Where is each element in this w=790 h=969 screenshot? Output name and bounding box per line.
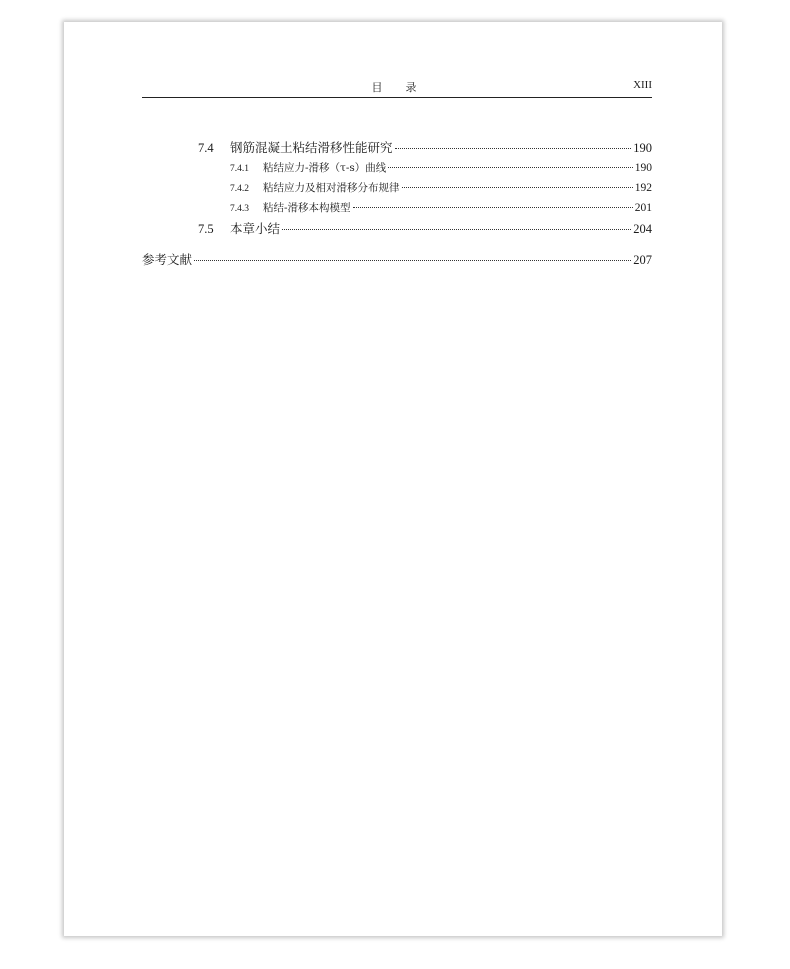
toc-entry-7-5[interactable]	[198, 219, 652, 237]
dot-leader	[388, 167, 632, 168]
toc-entry-title: 本章小结	[230, 221, 281, 236]
document-page	[64, 22, 722, 936]
dot-leader	[194, 260, 631, 261]
toc-entry-title: 粘结-滑移本构模型	[263, 202, 351, 214]
toc-entry-page: 204	[633, 222, 652, 236]
toc-entry-7-4-2[interactable]	[230, 180, 652, 195]
page-number: XIII	[633, 79, 652, 91]
toc-entry-title: 粘结应力及相对滑移分布规律	[263, 182, 400, 194]
toc-entry-number: 7.5	[198, 222, 214, 236]
toc-entry-page: 192	[634, 182, 652, 194]
toc-entry-title: 粘结应力-滑移（τ-s）曲线	[263, 162, 387, 174]
toc-entry-page: 201	[634, 202, 652, 214]
toc-entry-references[interactable]	[142, 250, 652, 268]
dot-leader	[402, 187, 633, 188]
toc-entry-7-4-3[interactable]	[230, 200, 652, 215]
toc-entry-number: 7.4.1	[230, 164, 249, 174]
toc-entry-title: 参考文献	[142, 252, 193, 267]
running-title: 目 录	[371, 81, 423, 94]
toc-entry-page: 190	[634, 162, 652, 174]
dot-leader	[282, 229, 631, 230]
toc-entry-7-4[interactable]	[198, 138, 652, 156]
toc-entry-page: 190	[633, 141, 652, 155]
toc-entry-title: 钢筋混凝土粘结滑移性能研究	[230, 140, 393, 155]
dot-leader	[353, 207, 633, 208]
toc-entry-number: 7.4	[198, 141, 214, 155]
running-header	[142, 79, 652, 98]
toc-entry-page: 207	[633, 253, 652, 267]
toc-entry-7-4-1[interactable]	[230, 160, 652, 175]
toc-entry-number: 7.4.2	[230, 184, 249, 194]
dot-leader	[395, 148, 632, 149]
toc-entry-number: 7.4.3	[230, 204, 249, 214]
